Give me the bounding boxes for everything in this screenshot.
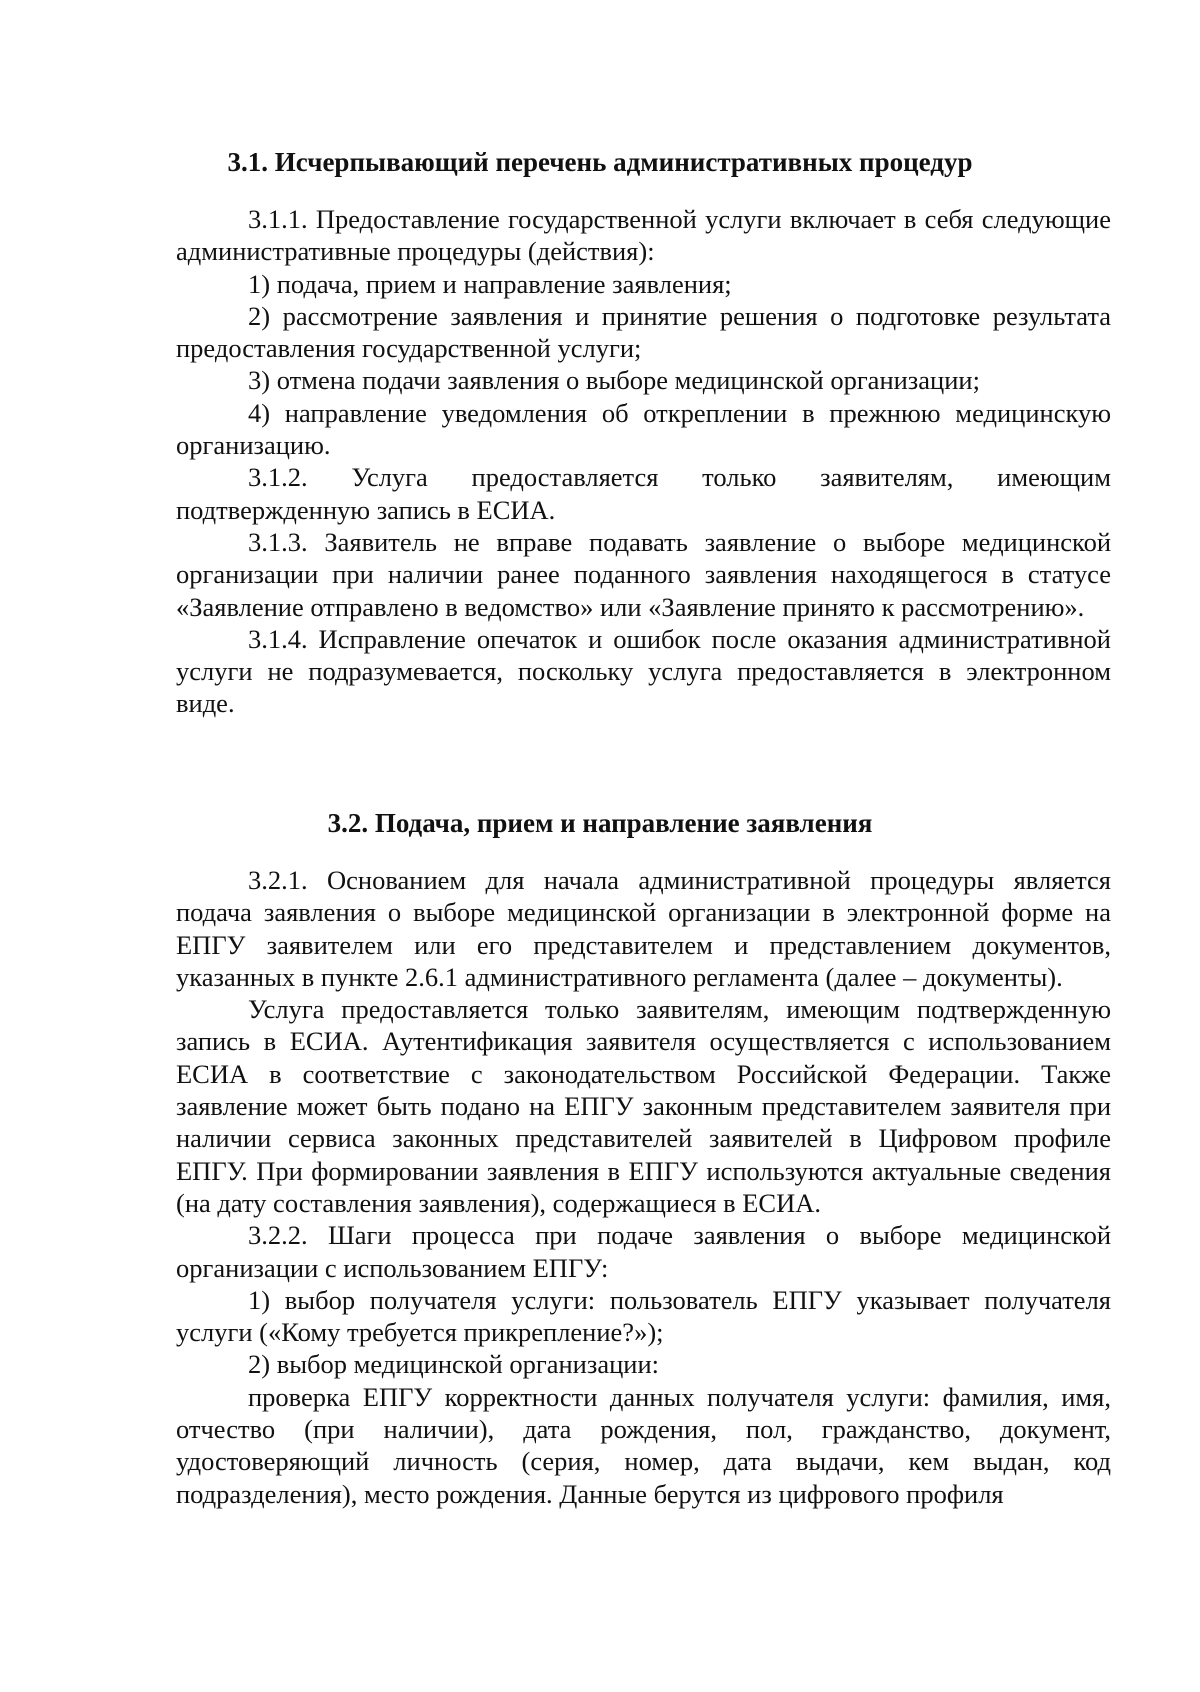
section-3-1-body (176, 203, 1111, 720)
step-2: 2) выбор медицинской организации: (248, 1349, 659, 1380)
section-3-1-heading: 3.1. Исчерпывающий перечень административных процедур (227, 147, 973, 177)
paragraph-3-1-4: 3.1.4. Исправление опечаток и ошибок после оказания административной услуги не подразумевается, поскольку услуга предоставляется в электронном виде. (176, 623, 1111, 719)
paragraph-3-1-1: 3.1.1. Предоставление государственной услуги включает в себя следующие административные процедуры (действия): (176, 204, 1111, 267)
list-item-4: 4) направление уведомления об откреплении в прежнюю медицинскую организацию. (176, 397, 1111, 461)
section-3-2-heading: 3.2. Подача, прием и направление заявления (327, 808, 873, 838)
step-1: 1) выбор получателя услуги: пользователь ЕПГУ указывает получателя услуги («Кому требуется прикрепление?»); (176, 1284, 1111, 1348)
section-3-2-body (176, 864, 1111, 1510)
paragraph-3-2-1: 3.2.1. Основанием для начала административной процедуры является подача заявления о выборе медицинской организации в электронной форме на ЕПГУ заявителем или его представителем и представлением документов, указанных в пункте 2.6.1 административного регламента (далее – документы). (176, 865, 1111, 992)
paragraph-3-2-2: 3.2.2. Шаги процесса при подаче заявления о выборе медицинской организации с использованием ЕПГУ: (176, 1220, 1111, 1283)
paragraph-3-1-2: 3.1.2. Услуга предоставляется только заявителям, имеющим подтвержденную запись в ЕСИА. (176, 462, 1111, 525)
paragraph-authentication: Услуга предоставляется только заявителям, имеющим подтвержденную запись в ЕСИА. Аутентификация заявителя осуществляется с использованием ЕСИА в соответствие с законодательством Российской Федерации. Также заявление может быть подано на ЕПГУ законным представителем заявителя при наличии сервиса законных представителей заявителей в Цифровом профиле ЕПГУ. При формировании заявления в ЕПГУ используются актуальные сведения (на дату составления заявления), содержащиеся в ЕСИА. (176, 994, 1111, 1218)
list-item-3: 3) отмена подачи заявления о выборе медицинской организации; (248, 365, 980, 396)
list-item-2: 2) рассмотрение заявления и принятие решения о подготовке результата предоставления государственной услуги; (176, 300, 1111, 364)
paragraph-3-1-3: 3.1.3. Заявитель не вправе подавать заявление о выборе медицинской организации при наличии ранее поданного заявления находящегося в статусе «Заявление отправлено в ведомство» или «Заявление принято к рассмотрению». (176, 526, 1111, 622)
list-item-1: 1) подача, прием и направление заявления; (248, 268, 732, 299)
paragraph-data-check: проверка ЕПГУ корректности данных получателя услуги: фамилия, имя, отчество (при наличии), дата рождения, пол, гражданство, документ, удостоверяющий личность (серия, номер, дата выдачи, кем выдан, код подразделения), место рождения. Данные берутся из цифрового профиля (176, 1381, 1111, 1509)
